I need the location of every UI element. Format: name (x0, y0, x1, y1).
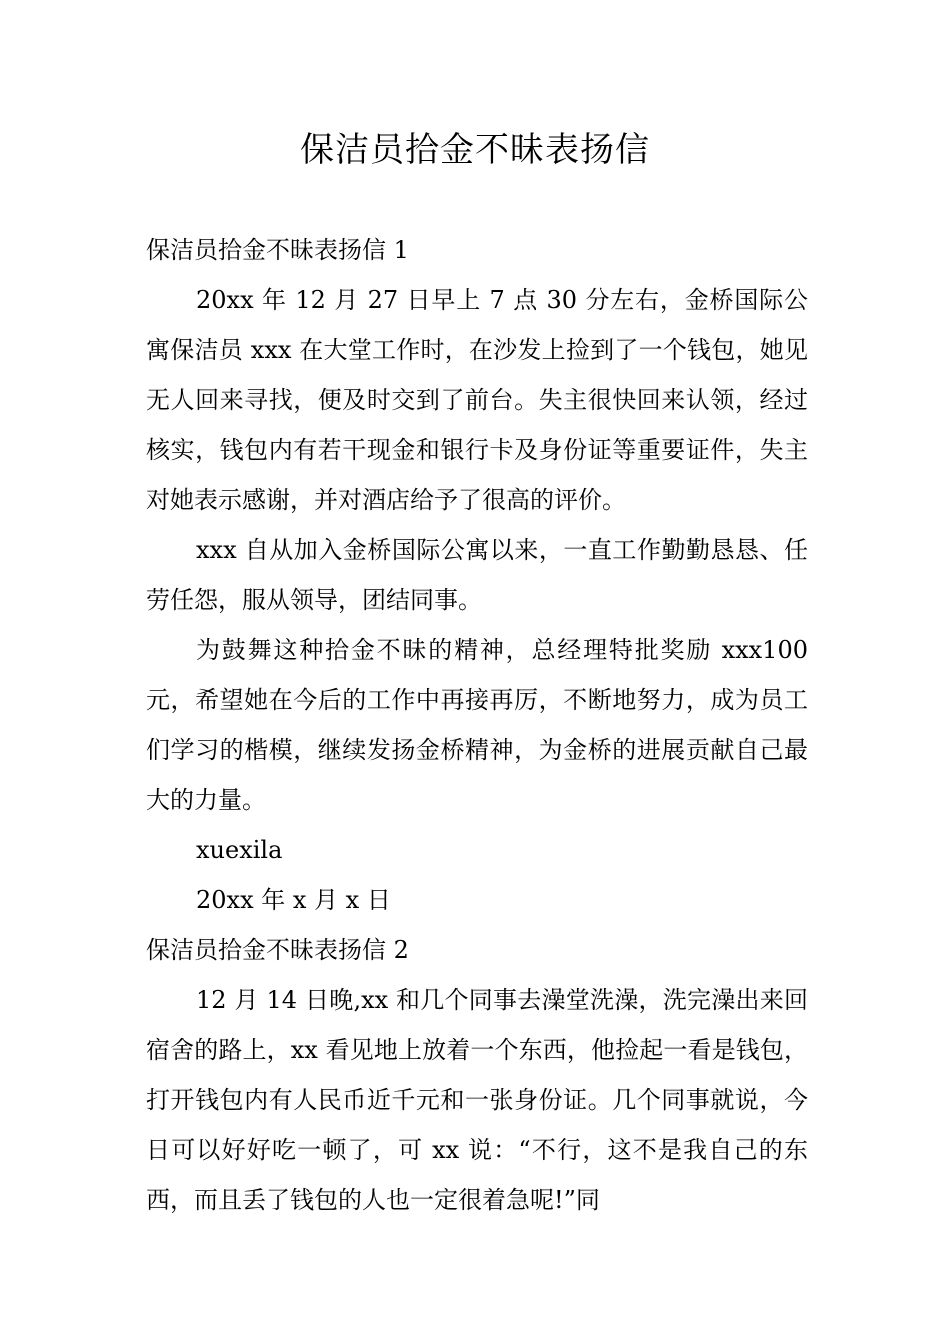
document-title: 保洁员拾金不昧表扬信 (300, 130, 650, 170)
document-body (146, 225, 808, 1225)
letter-heading-1: 保洁员拾金不昧表扬信 1 (146, 236, 409, 264)
paragraph-event: 20xx 年 12 月 27 日早上 7 点 30 分左右，金桥国际公寓保洁员 xxx 在大堂工作时，在沙发上捡到了一个钱包，她见无人回来寻找，便及时交到了前台。失主很快回来认领，经过核实，钱包内有若干现金和银行卡及身份证等重要证件，失主对她表示感谢，并对酒店给予了很高的评价。 (146, 286, 808, 514)
paragraph-praise: xxx 自从加入金桥国际公寓以来，一直工作勤勤恳恳、任劳任怨，服从领导，团结同事。 (146, 536, 808, 614)
paragraph-reward: 为鼓舞这种拾金不昧的精神，总经理特批奖励 xxx100 元，希望她在今后的工作中再接再厉，不断地努力，成为员工们学习的楷模，继续发扬金桥精神，为金桥的进展贡献自己最大的力量。 (146, 636, 808, 814)
letter-heading-2: 保洁员拾金不昧表扬信 2 (146, 936, 409, 964)
paragraph-story: 12 月 14 日晚,xx 和几个同事去澡堂洗澡，洗完澡出来回宿舍的路上，xx 看见地上放着一个东西，他捡起一看是钱包，打开钱包内有人民币近千元和一张身份证。几个同事就说，今日可以好好吃一顿了，可 xx 说：“不行，这不是我自己的东西，而且丢了钱包的人也一定很着急呢!”同 (146, 986, 808, 1214)
signature: xuexila (196, 836, 283, 864)
signature-date: 20xx 年 x 月 x 日 (196, 886, 391, 914)
